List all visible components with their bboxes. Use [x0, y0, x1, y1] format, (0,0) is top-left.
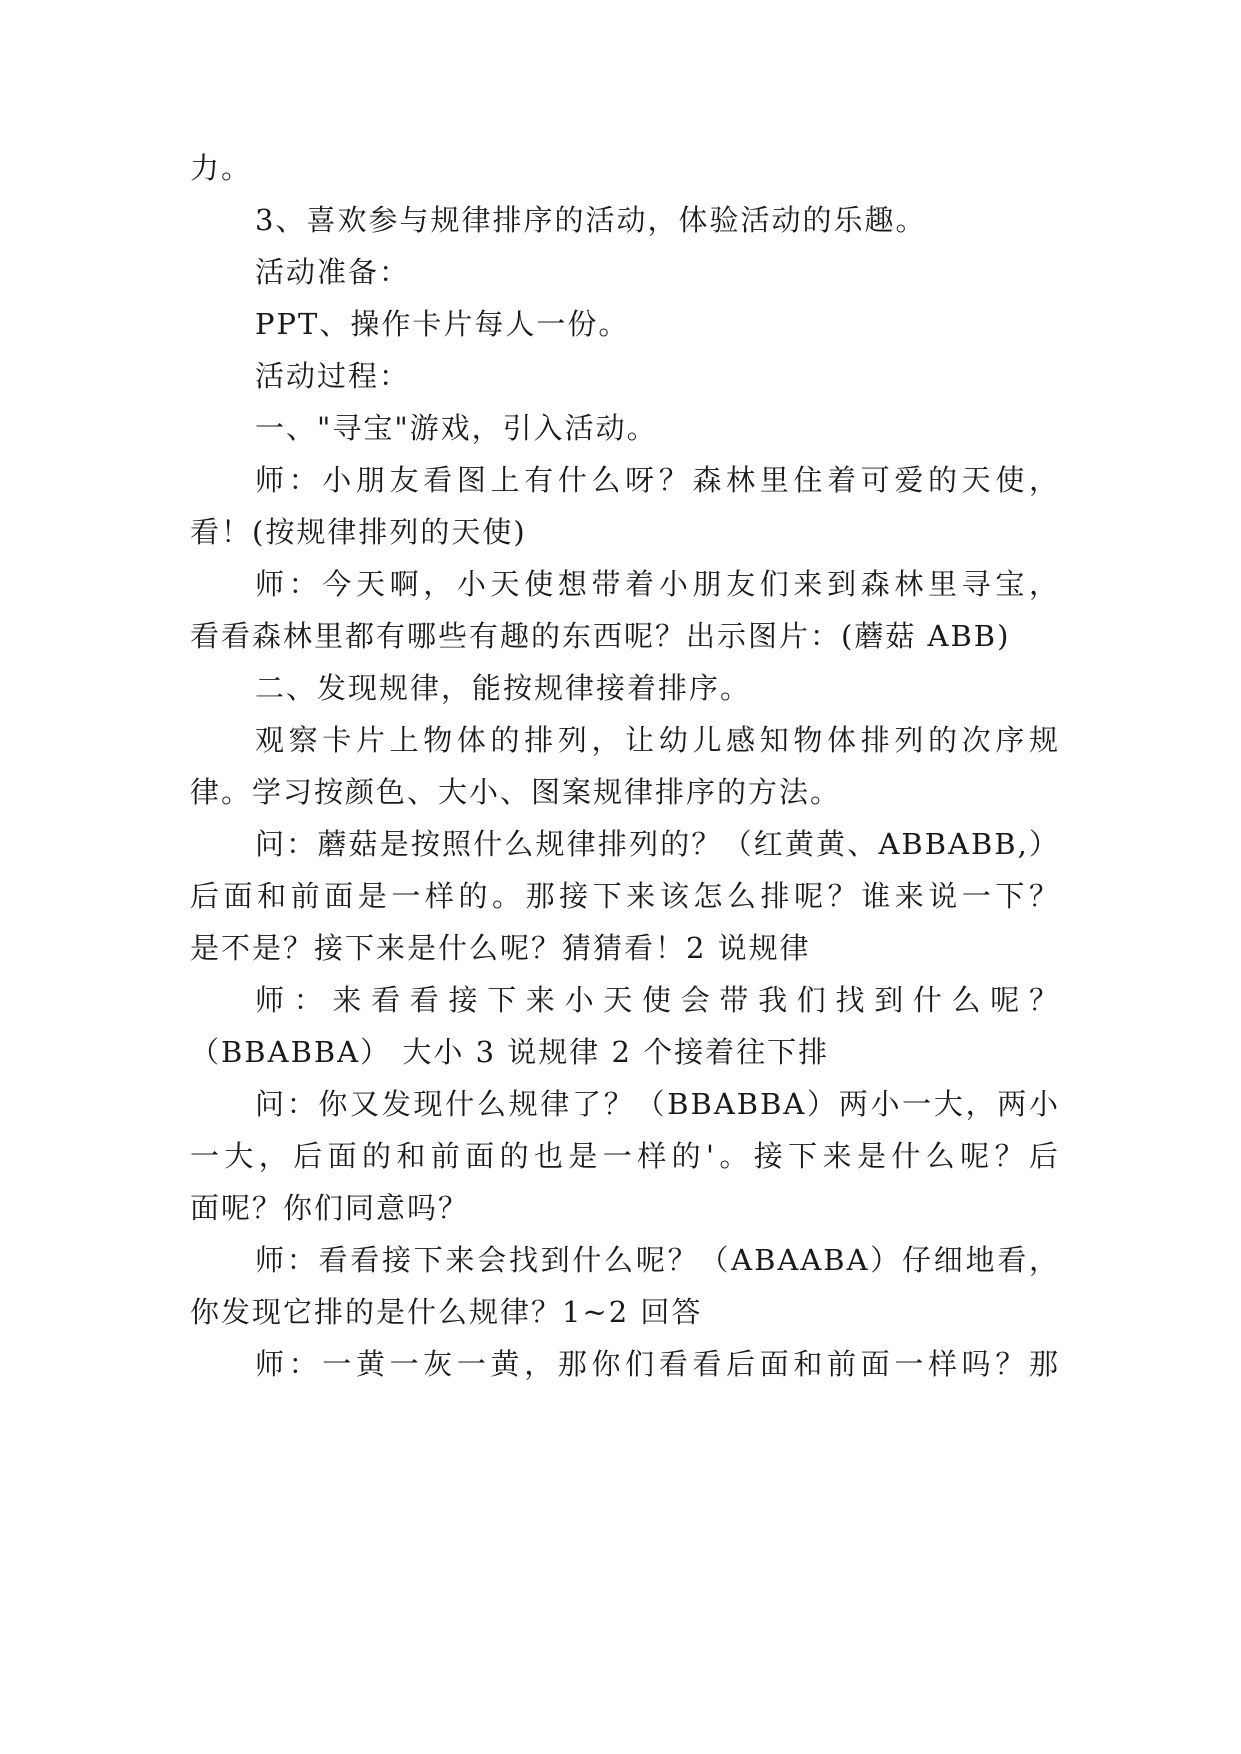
text-line: 3、喜欢参与规律排序的活动，体验活动的乐趣。: [255, 203, 927, 237]
text-line: 师：一黄一灰一黄，那你们看看后面和前面一样吗？那: [255, 1347, 1060, 1381]
text-line: 师：来看看接下来小天使会带我们找到什么呢？: [255, 983, 1060, 1017]
text-line: 律。学习按颜色、大小、图案规律排序的方法。: [190, 775, 842, 809]
text-line: 一大，后面的和前面的也是一样的'。接下来是什么呢？后: [190, 1139, 1060, 1173]
text-line: 一、"寻宝"游戏，引入活动。: [255, 411, 658, 445]
text-line: PPT、操作卡片每人一份。: [255, 307, 630, 341]
text-line: 看看森林里都有哪些有趣的东西呢？出示图片：(蘑菇 ABB): [190, 619, 1011, 653]
text-line: 后面和前面是一样的。那接下来该怎么排呢？谁来说一下？: [190, 879, 1060, 913]
text-line: 力。: [190, 151, 253, 185]
text-line: 师：今天啊，小天使想带着小朋友们来到森林里寻宝，: [255, 567, 1060, 601]
text-line: 观察卡片上物体的排列，让幼儿感知物体排列的次序规: [255, 723, 1060, 757]
text-line: 师：小朋友看图上有什么呀？森林里住着可爱的天使，: [255, 463, 1060, 497]
text-line: 你发现它排的是什么规律？1~2 回答: [190, 1295, 703, 1329]
text-line: 问：蘑菇是按照什么规律排列的？（红黄黄、ABBABB,）: [255, 827, 1060, 861]
text-line: 师：看看接下来会找到什么呢？（ABAABA）仔细地看，: [255, 1243, 1060, 1277]
section-heading: 活动过程：: [255, 359, 411, 393]
text-line: 是不是？接下来是什么呢？猜猜看！2 说规律: [190, 931, 811, 965]
section-heading: 活动准备：: [255, 255, 411, 289]
text-line: 二、发现规律，能按规律接着排序。: [255, 671, 752, 705]
text-line: 看！(按规律排列的天使): [190, 515, 527, 549]
text-line: 面呢？你们同意吗？: [190, 1191, 470, 1225]
text-line: （BBABBA） 大小 3 说规律 2 个接着往下排: [190, 1035, 830, 1069]
text-line: 问：你又发现什么规律了？（BBABBA）两小一大，两小: [255, 1087, 1060, 1121]
